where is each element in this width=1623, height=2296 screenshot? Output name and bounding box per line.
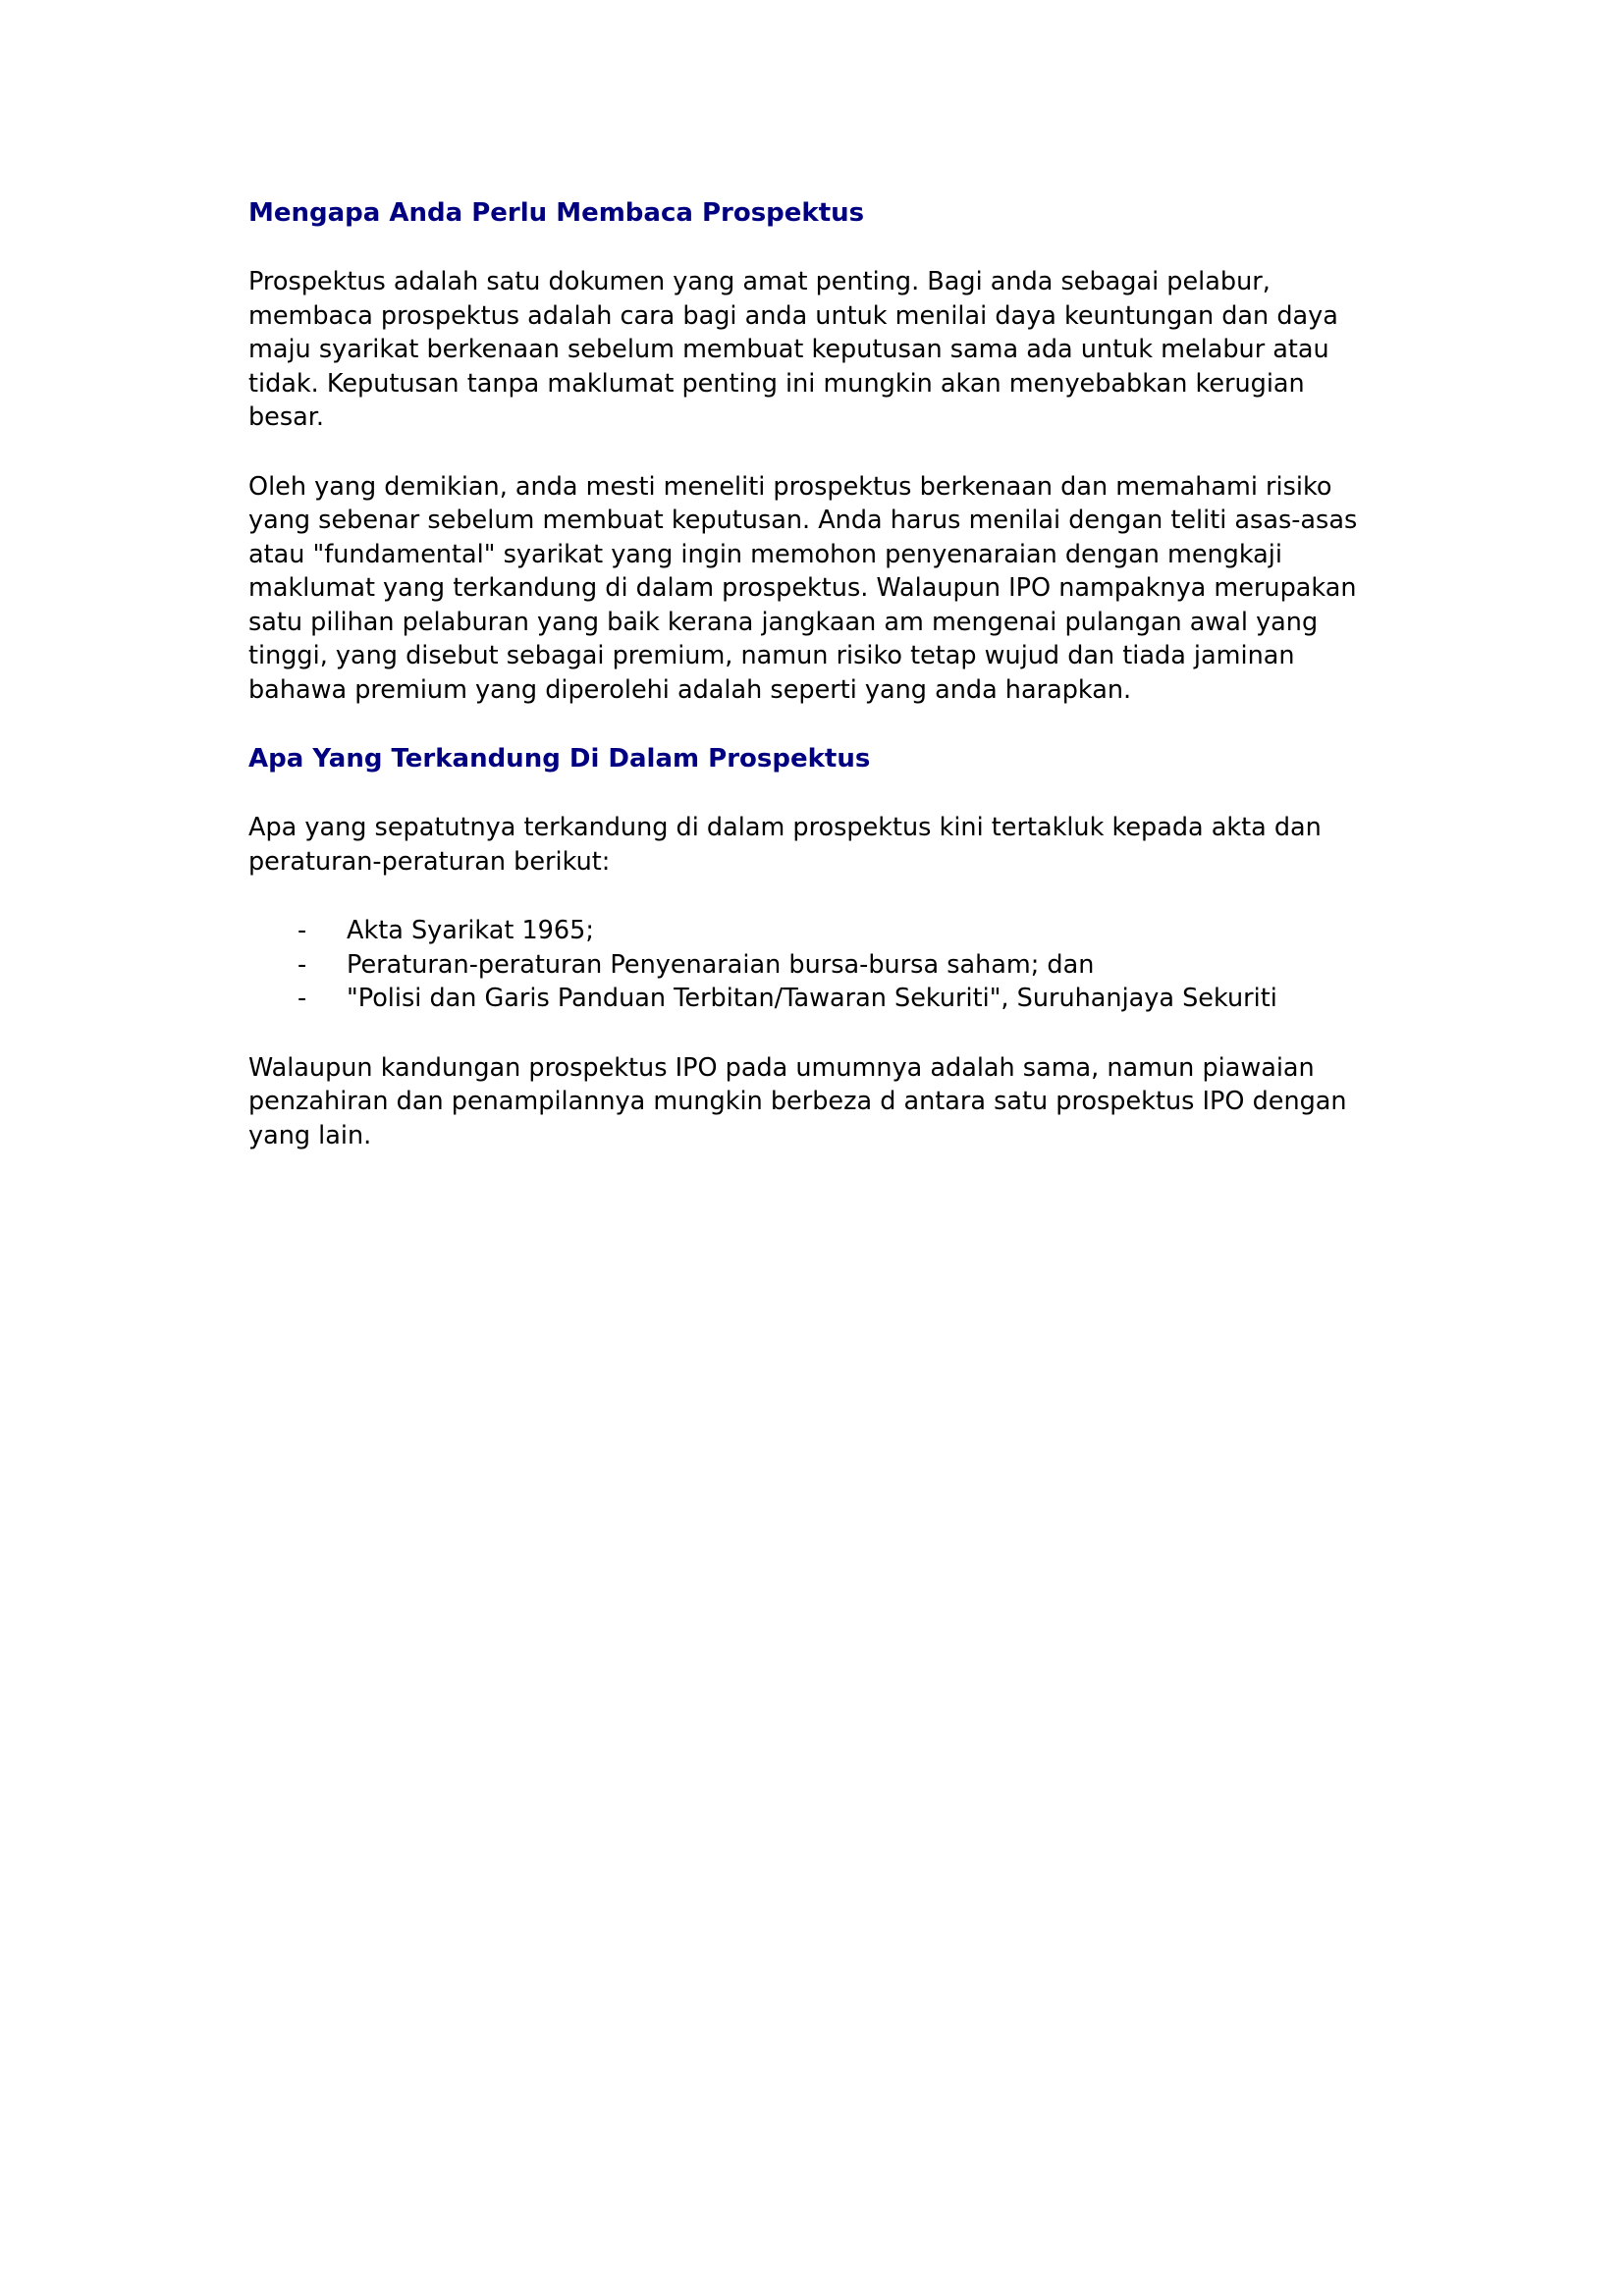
list-dash: - [298,916,307,945]
list-item-text: Akta Syarikat 1965; [347,916,594,945]
section-heading-why-read: Mengapa Anda Perlu Membaca Prospektus [248,198,865,228]
document-page [248,196,1387,1188]
list-item [248,948,1387,983]
list-item [248,914,1387,948]
paragraph-risk: Oleh yang demikian, anda mesti meneliti prospektus berkenaan dan memahami risiko yang sebenar sebelum membuat keputusan. Anda harus menilai dengan teliti asas-asas atau "fundamental" syarikat yang ingin memohon penyenaraian dengan mengkaji maklumat yang terkandung di dalam prospektus. Walaupun IPO nampaknya merupakan satu pilihan pelaburan yang baik kerana jangkaan am mengenai pulangan awal yang tinggi, yang disebut sebagai premium, namun risiko tetap wujud dan tiada jaminan bahawa premium yang diperolehi adalah seperti yang anda harapkan. [248,471,1358,705]
list-dash: - [298,949,307,980]
list-dash: - [298,984,307,1013]
list-item-text: Peraturan-peraturan Penyenaraian bursa-bursa saham; dan [347,949,1095,980]
regulations-list [248,914,1387,1016]
list-item [248,982,1387,1016]
section-heading-contents: Apa Yang Terkandung Di Dalam Prospektus [248,744,871,774]
paragraph-regulations-intro: Apa yang sepatutnya terkandung di dalam prospektus kini tertakluk kepada akta dan peraturan-peraturan berikut: [248,813,1322,877]
paragraph-importance: Prospektus adalah satu dokumen yang amat penting. Bagi anda sebagai pelabur, membaca prospektus adalah cara bagi anda untuk menilai daya keuntungan dan daya maju syarikat berkenaan sebelum membuat keputusan sama ada untuk melabur atau tidak. Keputusan tanpa maklumat penting ini mungkin akan menyebabkan kerugian besar. [248,267,1338,432]
paragraph-closing: Walaupun kandungan prospektus IPO pada umumnya adalah sama, namun piawaian penzahiran dan penampilannya mungkin berbeza d antara satu prospektus IPO dengan yang lain. [248,1052,1347,1150]
list-item-text: "Polisi dan Garis Panduan Terbitan/Tawaran Sekuriti", Suruhanjaya Sekuriti [347,984,1277,1013]
